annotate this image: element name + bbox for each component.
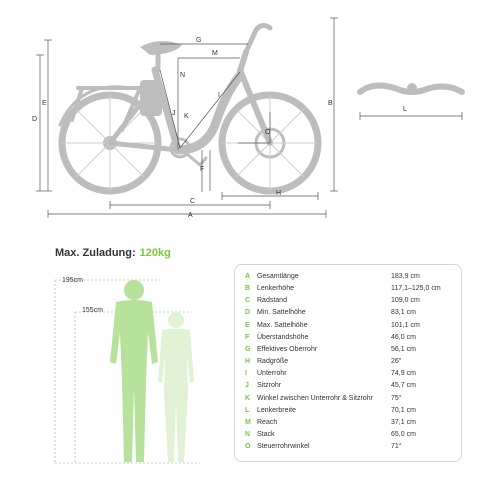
spec-letter: F	[245, 333, 250, 341]
dim-label-m: M	[212, 50, 218, 57]
dim-label-a: A	[188, 212, 193, 219]
spec-value: 56,1 cm	[391, 345, 416, 353]
spec-name: Effektives Oberrohr	[257, 345, 318, 353]
dim-label-b: B	[328, 100, 333, 107]
person-tall	[110, 280, 158, 462]
dim-label-c: C	[190, 198, 196, 205]
bike-illustration	[60, 25, 318, 191]
spec-letter: J	[245, 382, 249, 390]
dim-label-o: O	[265, 129, 271, 136]
spec-letter: E	[245, 321, 250, 329]
spec-row	[235, 443, 463, 453]
spec-name: Max. Sattelhöhe	[257, 321, 308, 329]
spec-letter: I	[245, 370, 247, 378]
spec-letter: H	[245, 358, 251, 366]
spec-row	[235, 395, 463, 405]
spec-value: 74,9 cm	[391, 370, 416, 378]
spec-name: Min. Sattelhöhe	[257, 309, 306, 317]
dim-label-e: E	[42, 100, 47, 107]
dim-label-f: F	[200, 166, 205, 173]
dim-label-n: N	[180, 72, 186, 79]
spec-row	[235, 309, 463, 319]
dim-label-j: J	[172, 110, 176, 117]
height-comparison	[0, 262, 230, 472]
person-short	[158, 312, 194, 462]
spec-row	[235, 334, 463, 344]
dim-label-l: L	[403, 106, 407, 113]
spec-value: 101,1 cm	[391, 321, 420, 329]
dim-label-g: G	[196, 37, 202, 44]
spec-value: 70,1 cm	[391, 406, 416, 414]
spec-value: 37,1 cm	[391, 418, 416, 426]
dim-label-h: H	[276, 190, 282, 197]
spec-letter: M	[245, 418, 251, 426]
spec-row	[235, 297, 463, 307]
spec-row	[235, 370, 463, 380]
spec-name: Radgröße	[257, 358, 289, 366]
spec-row	[235, 431, 463, 441]
max-load-value: 120kg	[139, 247, 171, 259]
spec-name: Lenkerhöhe	[257, 285, 294, 293]
spec-row	[235, 419, 463, 429]
handlebar-top-view	[360, 83, 462, 93]
spec-name: Gesamtlänge	[257, 273, 299, 280]
spec-value: 109,0 cm	[391, 297, 420, 305]
spec-name: Reach	[257, 418, 278, 426]
dim-label-d: D	[32, 116, 38, 123]
spec-name: Steuerrohrwinkel	[257, 443, 310, 451]
spec-table	[234, 264, 462, 462]
spec-letter: K	[245, 394, 251, 402]
spec-value: 46,0 cm	[391, 333, 416, 341]
dim-label-i: I	[218, 92, 220, 99]
spec-name: Unterrohr	[257, 370, 287, 378]
max-load-label: Max. Zuladung:	[55, 247, 136, 259]
spec-value: 45,7 cm	[391, 382, 416, 390]
spec-name: Überstandshöhe	[257, 333, 309, 341]
max-load	[55, 247, 171, 259]
spec-name: Sitzrohr	[257, 382, 282, 390]
spec-row	[235, 273, 463, 283]
height-label-short: 155cm	[82, 307, 104, 314]
spec-name: Radstand	[257, 297, 287, 305]
spec-letter: C	[245, 297, 251, 305]
spec-letter: O	[245, 443, 251, 451]
spec-value: 26″	[391, 358, 402, 366]
bike-diagram	[0, 0, 500, 225]
spec-letter: A	[245, 273, 251, 280]
spec-value: 183,9 cm	[391, 273, 420, 280]
spec-row	[235, 407, 463, 417]
spec-value: 75°	[391, 394, 402, 402]
spec-letter: G	[245, 345, 251, 353]
spec-letter: N	[245, 430, 251, 438]
spec-name: Lenkerbreite	[257, 406, 296, 414]
spec-name: Winkel zwischen Unterrohr & Sitzrohr	[257, 394, 373, 402]
spec-row	[235, 382, 463, 392]
spec-letter: B	[245, 285, 251, 293]
spec-letter: L	[245, 406, 250, 414]
spec-value: 117,1–125,0 cm	[391, 285, 441, 293]
spec-value: 71°	[391, 443, 402, 451]
spec-row	[235, 346, 463, 356]
dim-label-k: K	[184, 113, 189, 120]
spec-name: Stack	[257, 430, 275, 438]
spec-value: 83,1 cm	[391, 309, 416, 317]
height-label-tall: 195cm	[62, 277, 84, 284]
spec-row	[235, 322, 463, 332]
spec-row	[235, 358, 463, 368]
spec-row	[235, 285, 463, 295]
spec-value: 65,0 cm	[391, 430, 416, 438]
spec-letter: D	[245, 309, 251, 317]
